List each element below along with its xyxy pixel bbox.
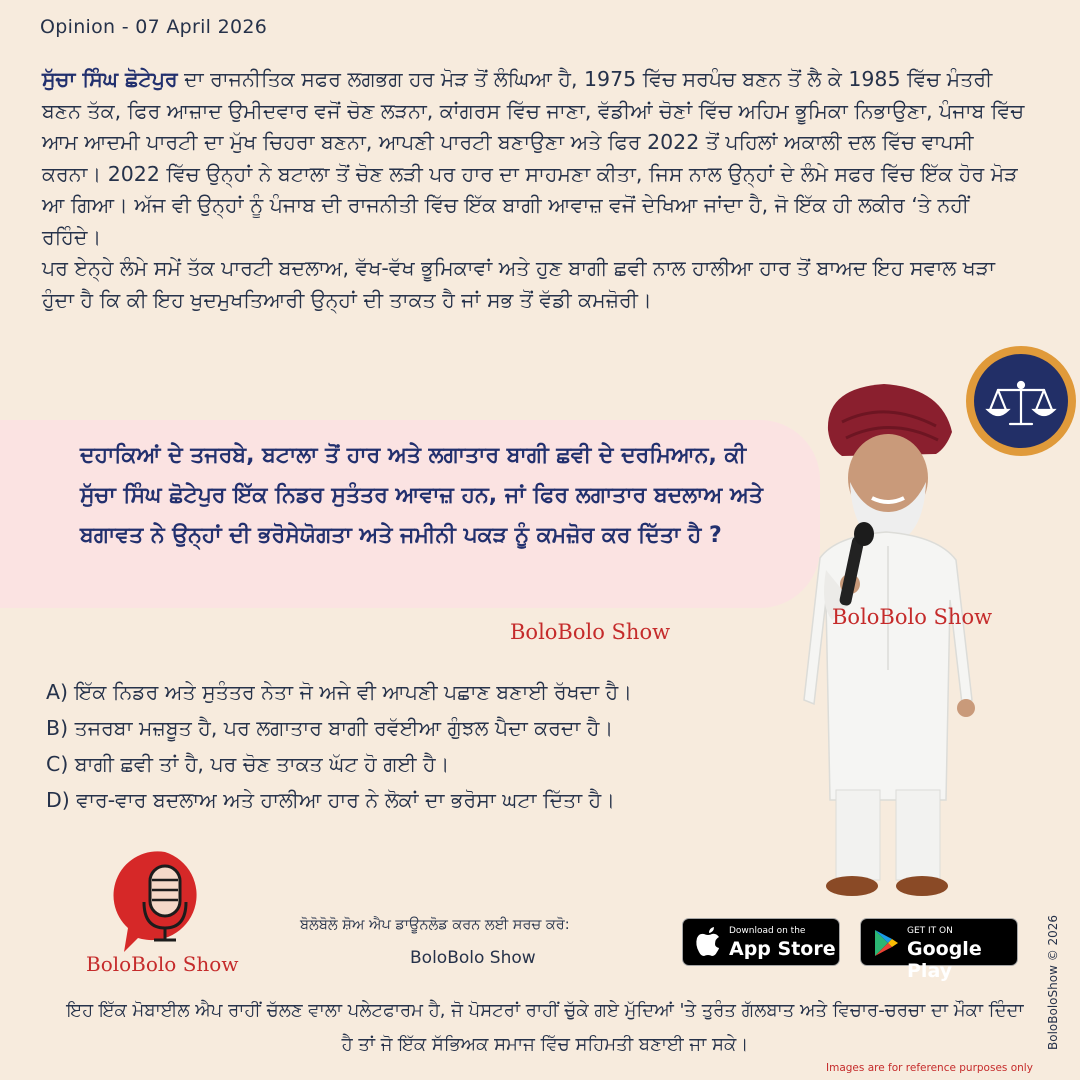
apple-icon — [695, 927, 723, 959]
brand-logo-text: BoloBolo Show — [86, 952, 239, 976]
platform-description: ਇਹ ਇੱਕ ਮੋਬਾਈਲ ਐਪ ਰਾਹੀਂ ਚੱਲਣ ਵਾਲਾ ਪਲੇਟਫਾਰਮ ਹੈ, ਜੋ ਪੋਸਟਰਾਂ ਰਾਹੀਂ ਚੁੱਕੇ ਗਏ ਮੁੱਦਿਆਂ 'ਤੇ ਤੁਰੰਤ ਗੱਲਬਾਤ ਅਤੇ ਵਿਚਾਰ-ਚਰਚਾ ਦਾ ਮੌਕਾ ਦਿੰਦਾ ਹੈ ਤਾਂ ਜੋ ਇੱਕ ਸੱਭਿਅਕ ਸਮਾਜ ਵਿੱਚ ਸਹਿਮਤੀ ਬਣਾਈ ਜਾ ਸਕੇ। — [66, 1000, 1024, 1055]
google-play-button[interactable] — [860, 918, 1018, 982]
poll-option-c[interactable]: C) ਬਾਗੀ ਛਵੀ ਤਾਂ ਹੈ, ਪਰ ਚੋਣ ਤਾਕਤ ਘੱਟ ਹੋ ਗਈ ਹੈ। — [46, 752, 450, 776]
poll-options — [46, 674, 806, 818]
app-store-small-text: Download on the — [729, 926, 806, 936]
post-date: Opinion - 07 April 2026 — [40, 16, 268, 38]
politician-illustration — [786, 370, 992, 910]
intro-paragraph-1: ਦਾ ਰਾਜਨੀਤਿਕ ਸਫਰ ਲਗਭਗ ਹਰ ਮੋੜ ਤੋਂ ਲੰਘਿਆ ਹੈ, 1975 ਵਿੱਚ ਸਰਪੰਚ ਬਣਨ ਤੋਂ ਲੈ ਕੇ 1985 ਵਿੱਚ ਮੰਤਰੀ ਬਣਨ ਤੱਕ, ਫਿਰ ਆਜ਼ਾਦ ਉਮੀਦਵਾਰ ਵਜੋਂ ਚੋਣ ਲੜਨਾ, ਕਾਂਗਰਸ ਵਿੱਚ ਜਾਣਾ, ਵੱਡੀਆਂ ਚੋਣਾਂ ਵਿੱਚ ਅਹਿਮ ਭੂਮਿਕਾ ਨਿਭਾਉਣਾ, ਪੰਜਾਬ ਵਿੱਚ ਆਮ ਆਦਮੀ ਪਾਰਟੀ ਦਾ ਮੁੱਖ ਚਿਹਰਾ ਬਣਨਾ, ਆਪਣੀ ਪਾਰਟੀ ਬਣਾਉਣਾ ਅਤੇ ਫਿਰ 2022 ਤੋਂ ਪਹਿਲਾਂ ਅਕਾਲੀ ਦਲ ਵਿੱਚ ਵਾਪਸੀ ਕਰਨਾ। 2022 ਵਿੱਚ ਉਨ੍ਹਾਂ ਨੇ ਬਟਾਲਾ ਤੋਂ ਚੋਣ ਲੜੀ ਪਰ ਹਾਰ ਦਾ ਸਾਹਮਣਾ ਕੀਤਾ, ਜਿਸ ਨਾਲ ਉਨ੍ਹਾਂ ਦੇ ਲੰਮੇ ਸਫਰ ਵਿੱਚ ਇੱਕ ਹੋਰ ਮੋੜ ਆ ਗਿਆ। ਅੱਜ ਵੀ ਉਨ੍ਹਾਂ ਨੂੰ ਪੰਜਾਬ ਦੀ ਰਾਜਨੀਤੀ ਵਿੱਚ ਇੱਕ ਬਾਗੀ ਆਵਾਜ਼ ਵਜੋਂ ਦੇਖਿਆ ਜਾਂਦਾ ਹੈ, ਜੋ ਇੱਕ ਹੀ ਲਕੀਰ ‘ਤੇ ਨਹੀਂ ਰਹਿੰਦੇ। — [42, 67, 1025, 249]
poll-option-b[interactable]: B) ਤਜਰਬਾ ਮਜ਼ਬੂਤ ਹੈ, ਪਰ ਲਗਾਤਾਰ ਬਾਗੀ ਰਵੱਈਆ ਗੁੰਝਲ ਪੈਦਾ ਕਰਦਾ ਹੈ। — [46, 716, 614, 740]
google-play-big-text: Google Play — [907, 938, 982, 982]
poll-option-a[interactable]: A) ਇੱਕ ਨਿਡਰ ਅਤੇ ਸੁਤੰਤਰ ਨੇਤਾ ਜੋ ਅਜੇ ਵੀ ਆਪਣੀ ਪਛਾਣ ਬਣਾਈ ਰੱਖਦਾ ਹੈ। — [46, 680, 633, 704]
google-play-small-text: GET IT ON — [907, 926, 953, 936]
search-term: BoloBolo Show — [410, 948, 536, 968]
brand-watermark-person: BoloBolo Show — [832, 605, 993, 629]
intro-paragraph-2: ਪਰ ਏਨ੍ਹੇ ਲੰਮੇ ਸਮੇਂ ਤੱਕ ਪਾਰਟੀ ਬਦਲਾਅ, ਵੱਖ-ਵੱਖ ਭੂਮਿਕਾਵਾਂ ਅਤੇ ਹੁਣ ਬਾਗੀ ਛਵੀ ਨਾਲ ਹਾਲੀਆ ਹਾਰ ਤੋਂ ਬਾਅਦ ਇਹ ਸਵਾਲ ਖੜਾ ਹੁੰਦਾ ਹੈ ਕਿ ਕੀ ਇਹ ਖੁਦਮੁਖਤਿਆਰੀ ਉਨ੍ਹਾਂ ਦੀ ਤਾਕਤ ਹੈ ਜਾਂ ਸਭ ਤੋਂ ਵੱਡੀ ਕਮਜ਼ੋਰੀ। — [42, 256, 995, 312]
search-prompt: ਬੋਲੋਬੋਲੋ ਸ਼ੋਅ ਐਪ ਡਾਊਨਲੋਡ ਕਰਨ ਲਈ ਸਰਚ ਕਰੋ: — [300, 917, 570, 933]
poll-question: ਦਹਾਕਿਆਂ ਦੇ ਤਜਰਬੇ, ਬਟਾਲਾ ਤੋਂ ਹਾਰ ਅਤੇ ਲਗਾਤਾਰ ਬਾਗੀ ਛਵੀ ਦੇ ਦਰਮਿਆਨ, ਕੀ ਸੁੱਚਾ ਸਿੰਘ ਛੋਟੇਪੁਰ ਇੱਕ ਨਿਡਰ ਸੁਤੰਤਰ ਆਵਾਜ਼ ਹਨ, ਜਾਂ ਫਿਰ ਲਗਾਤਾਰ ਬਦਲਾਅ ਅਤੇ ਬਗਾਵਤ ਨੇ ਉਨ੍ਹਾਂ ਦੀ ਭਰੋਸੇਯੋਗਤਾ ਅਤੇ ਜਮੀਨੀ ਪਕੜ ਨੂੰ ਕਮਜ਼ੋਰ ਕਰ ਦਿੱਤਾ ਹੈ ? — [80, 443, 764, 548]
microphone-icon — [110, 846, 220, 956]
politician-name: ਸੁੱਚਾ ਸਿੰਘ ਛੋਟੇਪੁਰ — [42, 67, 178, 91]
app-store-big-text: App Store — [729, 938, 836, 960]
intro-text — [42, 64, 1032, 316]
google-play-icon — [873, 929, 899, 957]
poll-option-d[interactable]: D) ਵਾਰ-ਵਾਰ ਬਦਲਾਅ ਅਤੇ ਹਾਲੀਆ ਹਾਰ ਨੇ ਲੋਕਾਂ ਦਾ ਭਰੋਸਾ ਘਟਾ ਦਿੱਤਾ ਹੈ। — [46, 788, 616, 812]
brand-watermark: BoloBolo Show — [510, 620, 671, 644]
image-disclaimer: Images are for reference purposes only — [826, 1062, 1033, 1074]
app-store-button[interactable] — [682, 918, 840, 966]
copyright: BoloBoloShow © 2026 — [1046, 914, 1060, 1050]
